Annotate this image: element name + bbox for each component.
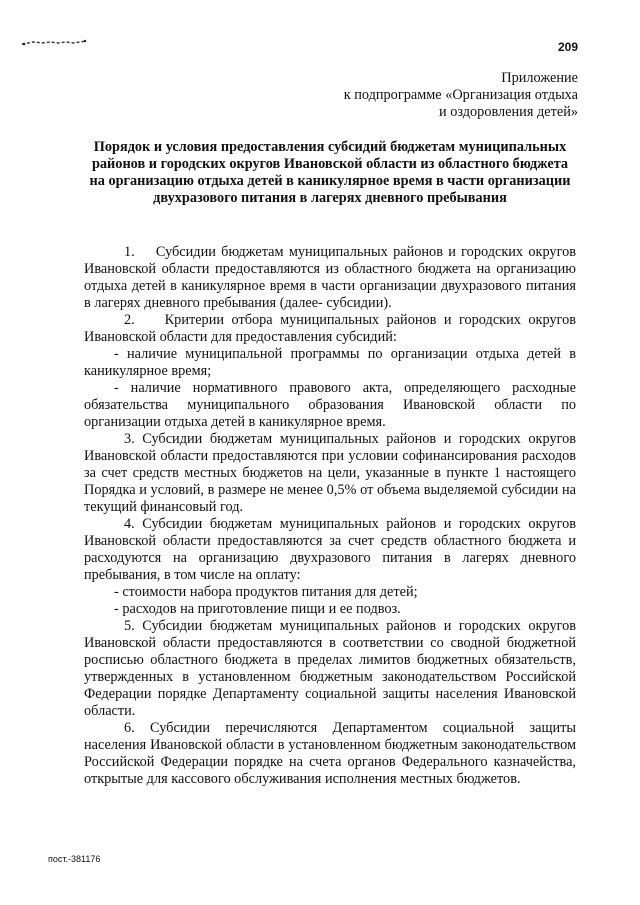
criterion-2: - наличие нормативного правового акта, определяющего расходные обязательства муниципального образования Ивановской области по организации отдыха детей в каникулярное время. [84,380,576,430]
criterion-1: - наличие муниципальной программы по организации отдыха детей в каникулярное время; [84,346,576,379]
appendix-line-1: Приложение [501,70,578,86]
paragraph-1: 1. Субсидии бюджетам муниципальных районов и городских округов Ивановской области предоставляются из областного бюджета на организацию отдыха детей в каникулярное время в части организации двухразового питания в лагерях дневного пребывания (далее- субсидии). [84,244,576,311]
appendix-line-3: и оздоровления детей» [439,104,578,120]
appendix-header [278,70,578,121]
paragraph-4: 4. Субсидии бюджетам муниципальных районов и городских округов Ивановской области предоставляются за счет средств областного бюджета и расходуются на организацию двухразового питания в лагерях дневного пребывания, в том числе на оплату: [84,516,576,583]
paragraph-6: 6. Субсидии перечисляются Департаментом социальной защиты населения Ивановской области в установленном бюджетным законодательством Российской Федерации порядке на счета органов Федерального казначейства, открытые для кассового обслуживания исполнения местных бюджетов. [84,720,576,787]
page-number: 209 [557,40,578,54]
payment-item-2: - расходов на приготовление пищи и ее подвоз. [114,601,401,617]
paragraph-3: 3. Субсидии бюджетам муниципальных районов и городских округов Ивановской области предоставляются при условии софинансирования расходов за счет средств местных бюджетов на цели, указанные в пункте 1 настоящего Порядка и условий, в размере не менее 0,5% от объема выделяемой субсидии на текущий финансовый год. [84,431,576,515]
paragraph-5: 5. Субсидии бюджетам муниципальных районов и городских округов Ивановской области предоставляются в соответствии со сводной бюджетной росписью областного бюджета в пределах лимитов бюджетных обязательств, утвержденных в установленном бюджетным законодательством Российской Федерации порядке Департаменту социальной защиты населения Ивановской области. [84,618,576,719]
footer-code: пост.-381176 [48,854,101,864]
payment-item-1: - стоимости набора продуктов питания для детей; [114,584,418,600]
paragraph-2: 2. Критерии отбора муниципальных районов и городских округов Ивановской области для предоставления субсидий: [84,312,576,345]
document-title: Порядок и условия предоставления субсидий бюджетам муниципальных районов и городских округов Ивановской области из областного бюджета на организацию отдыха детей в каникулярное время в части организации двухразового питания в лагерях дневного пребывания [89,139,571,206]
appendix-line-2: к подпрограмме «Организация отдыха [343,87,578,103]
scan-artifact [20,38,90,48]
document-body [84,244,576,788]
